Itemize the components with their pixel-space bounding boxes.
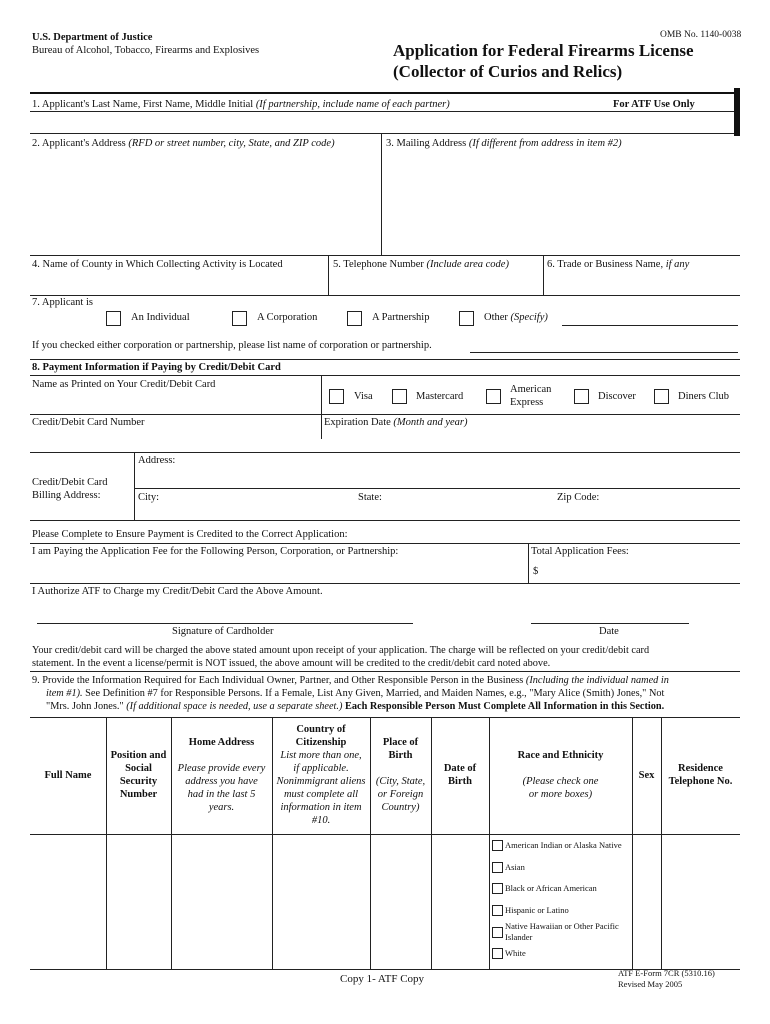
billing-label-1: Credit/Debit Card	[32, 477, 108, 488]
partnership-checkbox[interactable]	[347, 311, 362, 326]
paying-for-field[interactable]	[30, 560, 525, 580]
item9-line1: 9. Provide the Information Required for Each Individual Owner, Partner, and Other Responsible Person in the Business (Including the individual named in	[32, 675, 669, 686]
card-name-label: Name as Printed on Your Credit/Debit Card	[32, 379, 216, 390]
date-label: Date	[599, 626, 619, 637]
corp-name-line[interactable]	[470, 352, 738, 353]
item2-label: 2. Applicant's Address (RFD or street number, city, State, and ZIP code)	[32, 138, 335, 149]
billing-address-label: Address:	[138, 455, 176, 466]
citizenship-field[interactable]	[273, 836, 369, 968]
item6-label: 6. Trade or Business Name, if any	[547, 259, 690, 270]
form-subtitle: (Collector of Curios and Relics)	[393, 62, 623, 81]
discover-label: Discover	[598, 391, 636, 402]
item9-line3: "Mrs. John Jones." (If additional space is needed, use a separate sheet.) Each Responsible Person Must Complete All Information in this Section.	[46, 701, 665, 712]
revision-date: Revised May 2005	[618, 979, 683, 989]
bureau-name: Bureau of Alcohol, Tobacco, Firearms and Explosives	[32, 45, 260, 56]
col-race-ethnicity: Race and Ethnicity (Please check one or more boxes)	[517, 750, 604, 800]
visa-checkbox[interactable]	[329, 389, 344, 404]
card-number-field[interactable]	[30, 430, 320, 450]
signature-label: Signature of Cardholder	[172, 626, 274, 637]
item7-label: 7. Applicant is	[32, 297, 93, 308]
total-fees-label: Total Application Fees:	[531, 546, 629, 557]
telephone-field[interactable]	[330, 272, 542, 292]
county-field[interactable]	[30, 272, 326, 292]
item1-label: 1. Applicant's Last Name, First Name, Middle Initial (If partnership, include name of each partner)	[32, 99, 450, 110]
charge-note-1: Your credit/debit card will be charged the above stated amount upon receipt of your application. The charge will be reflected on your credit/debit card	[32, 645, 650, 656]
race-label-islander: Islander	[505, 932, 533, 942]
race-checkbox-black[interactable]	[492, 883, 503, 894]
col-date-of-birth: Date of Birth	[443, 763, 477, 787]
corp-partnership-note: If you checked either corporation or partnership, please list name of corporation or partnership.	[32, 340, 432, 351]
item9-line2: item #1). See Definition #7 for Responsible Persons. If a Female, List Any Given, Married, and Maiden Names, e.g., "Mary Alice (Smith) Jones," Not	[46, 688, 665, 699]
position-ssn-field[interactable]	[107, 836, 170, 968]
total-fees-field[interactable]	[545, 562, 737, 580]
race-label-white: White	[505, 948, 526, 958]
complete-note: Please Complete to Ensure Payment is Credited to the Correct Application:	[32, 529, 348, 540]
item3-label: 3. Mailing Address (If different from address in item #2)	[386, 138, 622, 149]
corporation-checkbox[interactable]	[232, 311, 247, 326]
other-label: Other (Specify)	[484, 312, 548, 323]
card-number-label: Credit/Debit Card Number	[32, 417, 145, 428]
date-line[interactable]	[531, 623, 689, 624]
atf-use-only: For ATF Use Only	[613, 99, 695, 110]
city-label: City:	[138, 492, 160, 503]
header-rule	[30, 92, 740, 94]
col-full-name: Full Name	[44, 770, 92, 781]
col-residence-phone: Residence Telephone No.	[668, 763, 733, 787]
race-label-hispanic: Hispanic or Latino	[505, 905, 569, 915]
visa-label: Visa	[354, 391, 373, 402]
applicant-name-field[interactable]	[30, 96, 734, 111]
race-checkbox-white[interactable]	[492, 948, 503, 959]
residence-phone-field[interactable]	[662, 836, 738, 968]
applicant-address-field[interactable]	[30, 152, 380, 252]
billing-address-field[interactable]	[138, 468, 738, 486]
department-name: U.S. Department of Justice	[32, 32, 153, 43]
col-home-address: Home Address Please provide every address you have had in the last 5 years.	[177, 737, 266, 813]
amex-label-1: American	[510, 384, 552, 395]
mastercard-label: Mastercard	[416, 391, 464, 402]
charge-note-2: statement. In the event a license/permit is NOT issued, the above amount will be credited to the credit/debit card noted above.	[32, 658, 551, 669]
race-checkbox-asian[interactable]	[492, 862, 503, 873]
race-checkbox-native-hawaiian[interactable]	[492, 927, 503, 938]
diners-label: Diners Club	[678, 391, 730, 402]
form-number: ATF E-Form 7CR (5310.16)	[618, 968, 715, 978]
expiration-label: Expiration Date (Month and year)	[324, 417, 468, 428]
amex-label-2: Express	[510, 397, 544, 408]
diners-checkbox[interactable]	[654, 389, 669, 404]
individual-label: An Individual	[131, 312, 190, 323]
home-address-field[interactable]	[172, 836, 271, 968]
individual-checkbox[interactable]	[106, 311, 121, 326]
state-field[interactable]	[388, 490, 553, 518]
paying-for-label: I am Paying the Application Fee for the Following Person, Corporation, or Partnership:	[32, 546, 399, 557]
mailing-address-field[interactable]	[383, 152, 738, 252]
race-checkbox-hispanic[interactable]	[492, 905, 503, 916]
other-specify-line[interactable]	[562, 325, 738, 326]
col-position-ssn: Position and Social Security Number	[110, 750, 167, 800]
corporation-label: A Corporation	[257, 312, 318, 323]
col-citizenship: Country of Citizenship List more than one, if applicable. Nonimmigrant aliens must complete all information in item #10.	[276, 724, 366, 826]
discover-checkbox[interactable]	[574, 389, 589, 404]
authorize-statement: I Authorize ATF to Charge my Credit/Debit Card the Above Amount.	[32, 586, 323, 597]
place-of-birth-field[interactable]	[371, 836, 430, 968]
form-title: Application for Federal Firearms License	[393, 41, 694, 60]
mastercard-checkbox[interactable]	[392, 389, 407, 404]
signature-line[interactable]	[37, 623, 413, 624]
amex-checkbox[interactable]	[486, 389, 501, 404]
atf-use-bar	[734, 88, 740, 136]
col-sex: Sex	[638, 770, 655, 781]
item8-title: 8. Payment Information if Paying by Credit/Debit Card	[32, 362, 281, 373]
city-field[interactable]	[165, 490, 355, 518]
item4-label: 4. Name of County in Which Collecting Activity is Located	[32, 259, 283, 270]
trade-name-field[interactable]	[545, 272, 737, 292]
race-label-american-indian: American Indian or Alaska Native	[505, 840, 622, 850]
billing-label-2: Billing Address:	[32, 490, 101, 501]
full-name-field[interactable]	[31, 836, 105, 968]
race-label-asian: Asian	[505, 862, 525, 872]
date-of-birth-field[interactable]	[432, 836, 488, 968]
other-checkbox[interactable]	[459, 311, 474, 326]
zip-field[interactable]	[606, 490, 736, 518]
sex-field[interactable]	[633, 836, 660, 968]
dollar-sign: $	[533, 566, 539, 577]
race-label-native-hawaiian: Native Hawaiian or Other Pacific	[505, 921, 619, 931]
state-label: State:	[358, 492, 382, 503]
race-label-black: Black or African American	[505, 883, 597, 893]
partnership-label: A Partnership	[372, 312, 430, 323]
zip-label: Zip Code:	[557, 492, 600, 503]
omb-number: OMB No. 1140-0038	[660, 30, 742, 40]
copy-label: Copy 1- ATF Copy	[340, 973, 425, 985]
item5-label: 5. Telephone Number (Include area code)	[333, 259, 509, 270]
race-checkbox-american-indian[interactable]	[492, 840, 503, 851]
col-place-of-birth: Place of Birth (City, State, or Foreign Country)	[375, 737, 426, 813]
card-name-field[interactable]	[30, 392, 320, 412]
expiration-field[interactable]	[323, 430, 738, 450]
